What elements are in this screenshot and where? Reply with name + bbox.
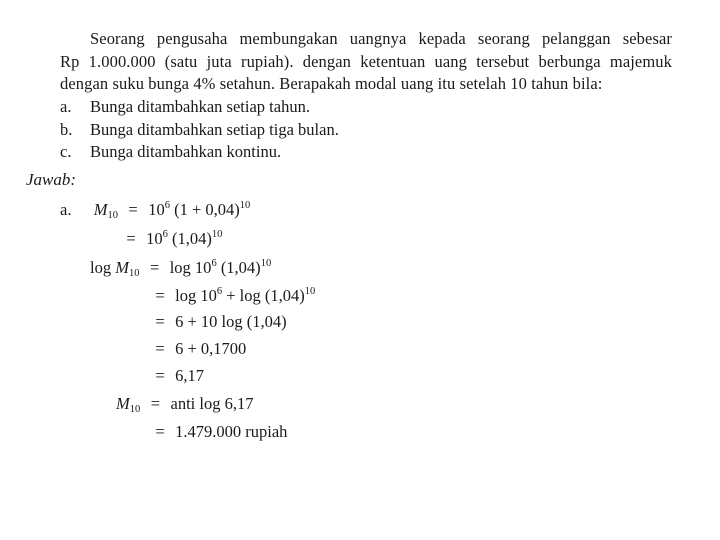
eq-row-9 — [149, 422, 287, 442]
expr-base: 10 — [146, 229, 163, 248]
option-c — [60, 141, 339, 164]
subscript: 10 — [128, 268, 140, 279]
problem-line: dengan suku bunga 4% setahun. Berapakah modal uang itu setelah 10 tahun bila: — [60, 74, 603, 93]
exponent: 10 — [211, 229, 223, 240]
expr-value: anti log 6,17 — [170, 394, 254, 413]
expr-log: + log (1,04) — [226, 286, 305, 305]
option-b — [60, 119, 339, 142]
equals-sign: = — [155, 286, 165, 305]
problem-line: Rp 1.000.000 (satu juta rupiah). dengan ketentuan uang tersebut berbunga majemuk — [60, 51, 672, 71]
eq-row-6 — [149, 339, 246, 359]
subscript: 10 — [129, 404, 141, 415]
exponent: 10 — [304, 286, 316, 297]
equals-sign: = — [155, 339, 165, 358]
equals-sign: = — [126, 229, 136, 248]
final-result: 1.479.000 rupiah — [175, 422, 288, 441]
option-letter: a. — [60, 97, 72, 116]
option-letter: c. — [60, 142, 72, 161]
eq-row-7 — [149, 366, 204, 386]
eq-row-8 — [116, 394, 253, 415]
exponent: 6 — [211, 258, 217, 269]
eq-row-1 — [60, 200, 250, 221]
problem-statement — [60, 28, 672, 96]
exponent: 6 — [164, 200, 170, 211]
eq-row-5 — [149, 312, 287, 332]
problem-line: Seorang pengusaha membungakan uangnya kepada seorang pelanggan sebesar — [90, 29, 672, 48]
exponent: 10 — [239, 200, 251, 211]
option-text: Bunga ditambahkan kontinu. — [90, 142, 282, 161]
equals-sign: = — [155, 312, 165, 331]
eq-row-2 — [120, 229, 222, 249]
equals-sign: = — [155, 366, 165, 385]
variable-m: M — [115, 258, 129, 277]
variable-m: M — [116, 394, 130, 413]
eq-row-4 — [149, 286, 315, 306]
answer-heading: Jawab: — [26, 170, 77, 189]
expr-value: 6 + 10 log (1,04) — [175, 312, 287, 331]
equals-sign: = — [149, 258, 160, 277]
option-a — [60, 96, 339, 119]
option-text: Bunga ditambahkan setiap tahun. — [90, 97, 310, 116]
expr-value: 6 + 0,1700 — [175, 339, 247, 358]
eq-row-3 — [90, 258, 271, 279]
equals-sign: = — [128, 200, 138, 219]
part-label: a. — [60, 200, 72, 219]
option-letter: b. — [60, 119, 73, 139]
expr-log: log 10 — [169, 258, 212, 277]
exponent: 6 — [162, 229, 168, 240]
option-text: Bunga ditambahkan setiap tiga bulan. — [90, 119, 339, 139]
expr-paren: (1,04) — [172, 229, 212, 248]
expr-paren: (1 + 0,04) — [174, 200, 240, 219]
variable-m: M — [93, 200, 108, 219]
question-options — [60, 96, 339, 164]
expr-paren: (1,04) — [220, 258, 261, 277]
log-word: log — [90, 258, 112, 277]
equals-sign: = — [155, 422, 165, 441]
exponent: 6 — [216, 286, 223, 297]
exponent: 10 — [260, 258, 272, 269]
equals-sign: = — [150, 394, 161, 413]
subscript: 10 — [107, 210, 118, 221]
expr-base: 10 — [148, 200, 165, 219]
expr-log: log 10 — [175, 286, 217, 305]
expr-value: 6,17 — [175, 366, 204, 385]
